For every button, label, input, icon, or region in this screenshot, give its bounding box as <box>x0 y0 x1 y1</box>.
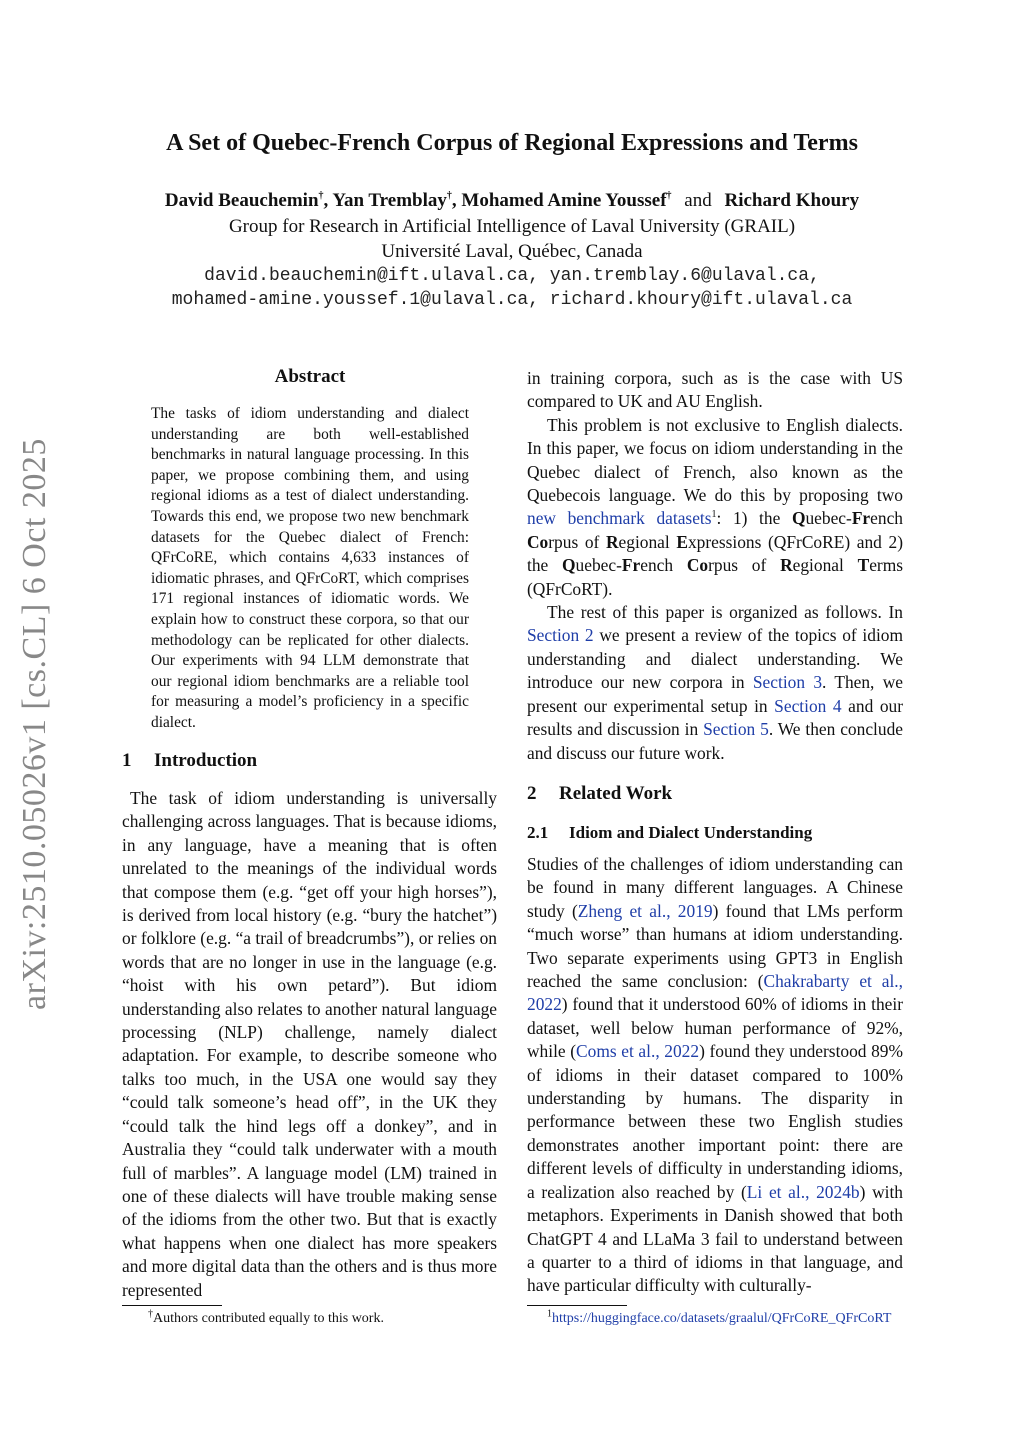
acronym-letter: Fr <box>851 508 871 529</box>
subsection-number: 2.1 <box>527 823 549 842</box>
author-name: Mohamed Amine Youssef <box>461 190 667 211</box>
section-3-link[interactable]: Section 3 <box>752 672 823 693</box>
text-run: ench <box>640 555 674 576</box>
acronym-letter: R <box>605 531 619 552</box>
text-run: uebec- <box>575 555 622 576</box>
footnote-divider <box>122 1305 222 1306</box>
acronym-letter: Fr <box>621 555 641 576</box>
citation-link[interactable]: Coms et al., 2022 <box>576 1041 700 1062</box>
paragraph: in training corpora, such as is the case with US compared to UK and AU English. <box>527 368 903 412</box>
footnote-authors <box>148 1308 384 1327</box>
acronym-letter: Co <box>527 531 549 552</box>
acronym-letter: Q <box>562 555 576 576</box>
author-conjunction: and <box>684 190 712 211</box>
dagger-mark: † <box>446 190 452 202</box>
right-column-body <box>527 367 903 765</box>
dagger-mark: † <box>666 190 672 202</box>
text-run: egional <box>618 531 670 552</box>
text-run: ) found that it understood 60% of idioms in their dataset, well below human performance of 92%, while ( <box>527 994 903 1062</box>
text-run: ) found that LMs perform “much worse” than humans at idiom understanding. Two separate experiments using GPT3 in English reached the same conclusion: ( <box>527 900 903 992</box>
footnote-url <box>547 1308 892 1327</box>
paragraph <box>527 414 903 601</box>
subsection-heading <box>527 823 812 843</box>
paragraph <box>527 853 903 1298</box>
footnote-mark: 1 <box>547 1308 552 1320</box>
footnote-ref[interactable]: 1 <box>711 509 717 521</box>
section-heading-related-work <box>527 783 672 805</box>
benchmark-datasets-link[interactable]: new benchmark datasets <box>527 508 712 529</box>
author-list: David Beauchemin†, Yan Tremblay†, Mohamed Amine Youssef† and Richard Khoury <box>164 190 860 211</box>
text-run: ) with metaphors. Experiments in Danish showed that both ChatGPT 4 and LLaMa 3 fail to understand between a quarter to a third of idioms in that language, and have particular difficulty with culturally- <box>527 1181 903 1296</box>
affiliation: Group for Research in Artificial Intelligence of Laval University (GRAIL) <box>228 216 796 237</box>
text-run: xpressions (QFrCoRE) and 2) the <box>527 531 903 576</box>
abstract-body: The tasks of idiom understanding and dialect understanding are both well-established benchmarks in natural language processing. In this paper, we propose combining them, and using regional idioms as a test of dialect understanding. Towards this end, we propose two new benchmark datasets for the Quebec dialect of French: QFrCoRE, which contains 4,633 instances of idiomatic phrases, and QFrCoRT, which comprises 171 regional instances of idiomatic words. We explain how to construct these corpora, so that our methodology can be replicated for other dialects. Our experiments with 94 LLM demonstrate that our regional idiom benchmarks are a reliable tool for measuring a model’s proficiency in a specific dialect. <box>151 405 469 731</box>
footnote-mark: † <box>148 1308 153 1320</box>
text-run: rpus of <box>548 531 600 552</box>
citation-link[interactable]: Chakrabarty et al., 2022 <box>527 971 903 1015</box>
text-run: rpus of <box>708 555 767 576</box>
footnote-divider <box>527 1305 627 1306</box>
acronym-letter: E <box>676 531 688 552</box>
arxiv-stamp-text: arXiv:2510.05026v1 [cs.CL] 6 Oct 2025 <box>16 438 53 1010</box>
text-run: . Then, we present our experimental setup in <box>527 672 903 716</box>
section-2-link[interactable]: Section 2 <box>527 625 594 646</box>
text-run: ) found they understood 89% of idioms in their dataset compared to 100% understanding by humans. The disparity in performance between these two English studies demonstrates another important point: there are different levels of difficulty in understanding idioms, a realization also reached by ( <box>527 1041 903 1202</box>
subsection-title: Idiom and Dialect Understanding <box>569 823 813 842</box>
footnote-text: Authors contributed equally to this work. <box>153 1311 384 1326</box>
text-run: uebec- <box>805 508 852 529</box>
email-line-2: mohamed-amine.youssef.1@ulaval.ca, richard.khoury@ift.ulaval.ca <box>171 290 853 310</box>
paragraph <box>527 601 903 765</box>
citation-link[interactable]: Li et al., 2024b <box>746 1181 860 1202</box>
section-title: Introduction <box>154 750 258 771</box>
section-number: 1 <box>122 750 132 771</box>
section-title: Related Work <box>559 783 673 804</box>
author-name: Richard Khoury <box>724 190 860 211</box>
related-work-body <box>527 853 903 1298</box>
email-line-1: david.beauchemin@ift.ulaval.ca, yan.tremblay.6@ulaval.ca, <box>204 266 820 286</box>
text-run: erms (QFrCoRT). <box>527 555 903 599</box>
section-5-link[interactable]: Section 5 <box>703 719 769 740</box>
section-4-link[interactable]: Section 4 <box>774 695 842 716</box>
text-run: ench <box>870 508 903 529</box>
introduction-body <box>122 787 497 1302</box>
text-run: . We then conclude and discuss our future work. <box>527 719 903 763</box>
dagger-mark: † <box>318 190 324 202</box>
acronym-letter: R <box>780 555 793 576</box>
abstract-heading: Abstract <box>274 366 346 387</box>
location: Université Laval, Québec, Canada <box>381 241 643 262</box>
text-run: This problem is not exclusive to English dialects. In this paper, we focus on idiom understanding in the Quebec dialect of French, also known as the Quebecois language. We do this by proposing two <box>527 414 903 506</box>
paper-title: A Set of Quebec-French Corpus of Regional Expressions and Terms <box>166 130 858 156</box>
dataset-url-link[interactable]: https://huggingface.co/datasets/graalul/QFrCoRE_QFrCoRT <box>552 1311 892 1326</box>
section-number: 2 <box>527 783 537 804</box>
text-run: Studies of the challenges of idiom understanding can be found in many different languages. A Chinese study ( <box>527 854 903 921</box>
acronym-letter: Q <box>791 508 806 529</box>
section-heading-introduction <box>122 750 257 772</box>
text-run: we present a review of the topics of idiom understanding and dialect understanding. We introduce our new corpora in <box>527 625 903 693</box>
text-run: : 1) the <box>716 508 781 529</box>
citation-link[interactable]: Zheng et al., 2019 <box>577 900 713 921</box>
author-name: David Beauchemin <box>164 190 319 211</box>
acronym-letter: T <box>857 555 870 576</box>
paragraph: The task of idiom understanding is universally challenging across languages. That is because idioms, in any language, have a meaning that is often unrelated to the meanings of the individual words that compose them (e.g. “get off your high horses”), is derived from local history (e.g. “bury the hatchet”) or folklore (e.g. “a trail of breadcrumbs”), or relies on words that are no longer in use in the language (e.g. “hoist with his own petard”). But idiom understanding also relates to another natural language processing (NLP) challenge, namely dialect adaptation. For example, to describe someone who talks too much, in the USA one would say they “could talk someone’s head off”, in the UK they “could talk the hind legs off a donkey”, and in Australia they “could talk underwater with a mouth full of marbles”. A language model (LM) trained in one of these dialects will have trouble making sense of the idioms from the other two. But that is exactly what happens when one dialect has more speakers and more digital data than the others and is thus more represented <box>122 788 497 1300</box>
text-run: The rest of this paper is organized as follows. In <box>547 602 903 623</box>
text-run: egional <box>792 555 844 576</box>
acronym-letter: Co <box>686 555 709 576</box>
author-name: Yan Tremblay <box>332 190 447 211</box>
text-run: and our results and discussion in <box>527 695 903 740</box>
